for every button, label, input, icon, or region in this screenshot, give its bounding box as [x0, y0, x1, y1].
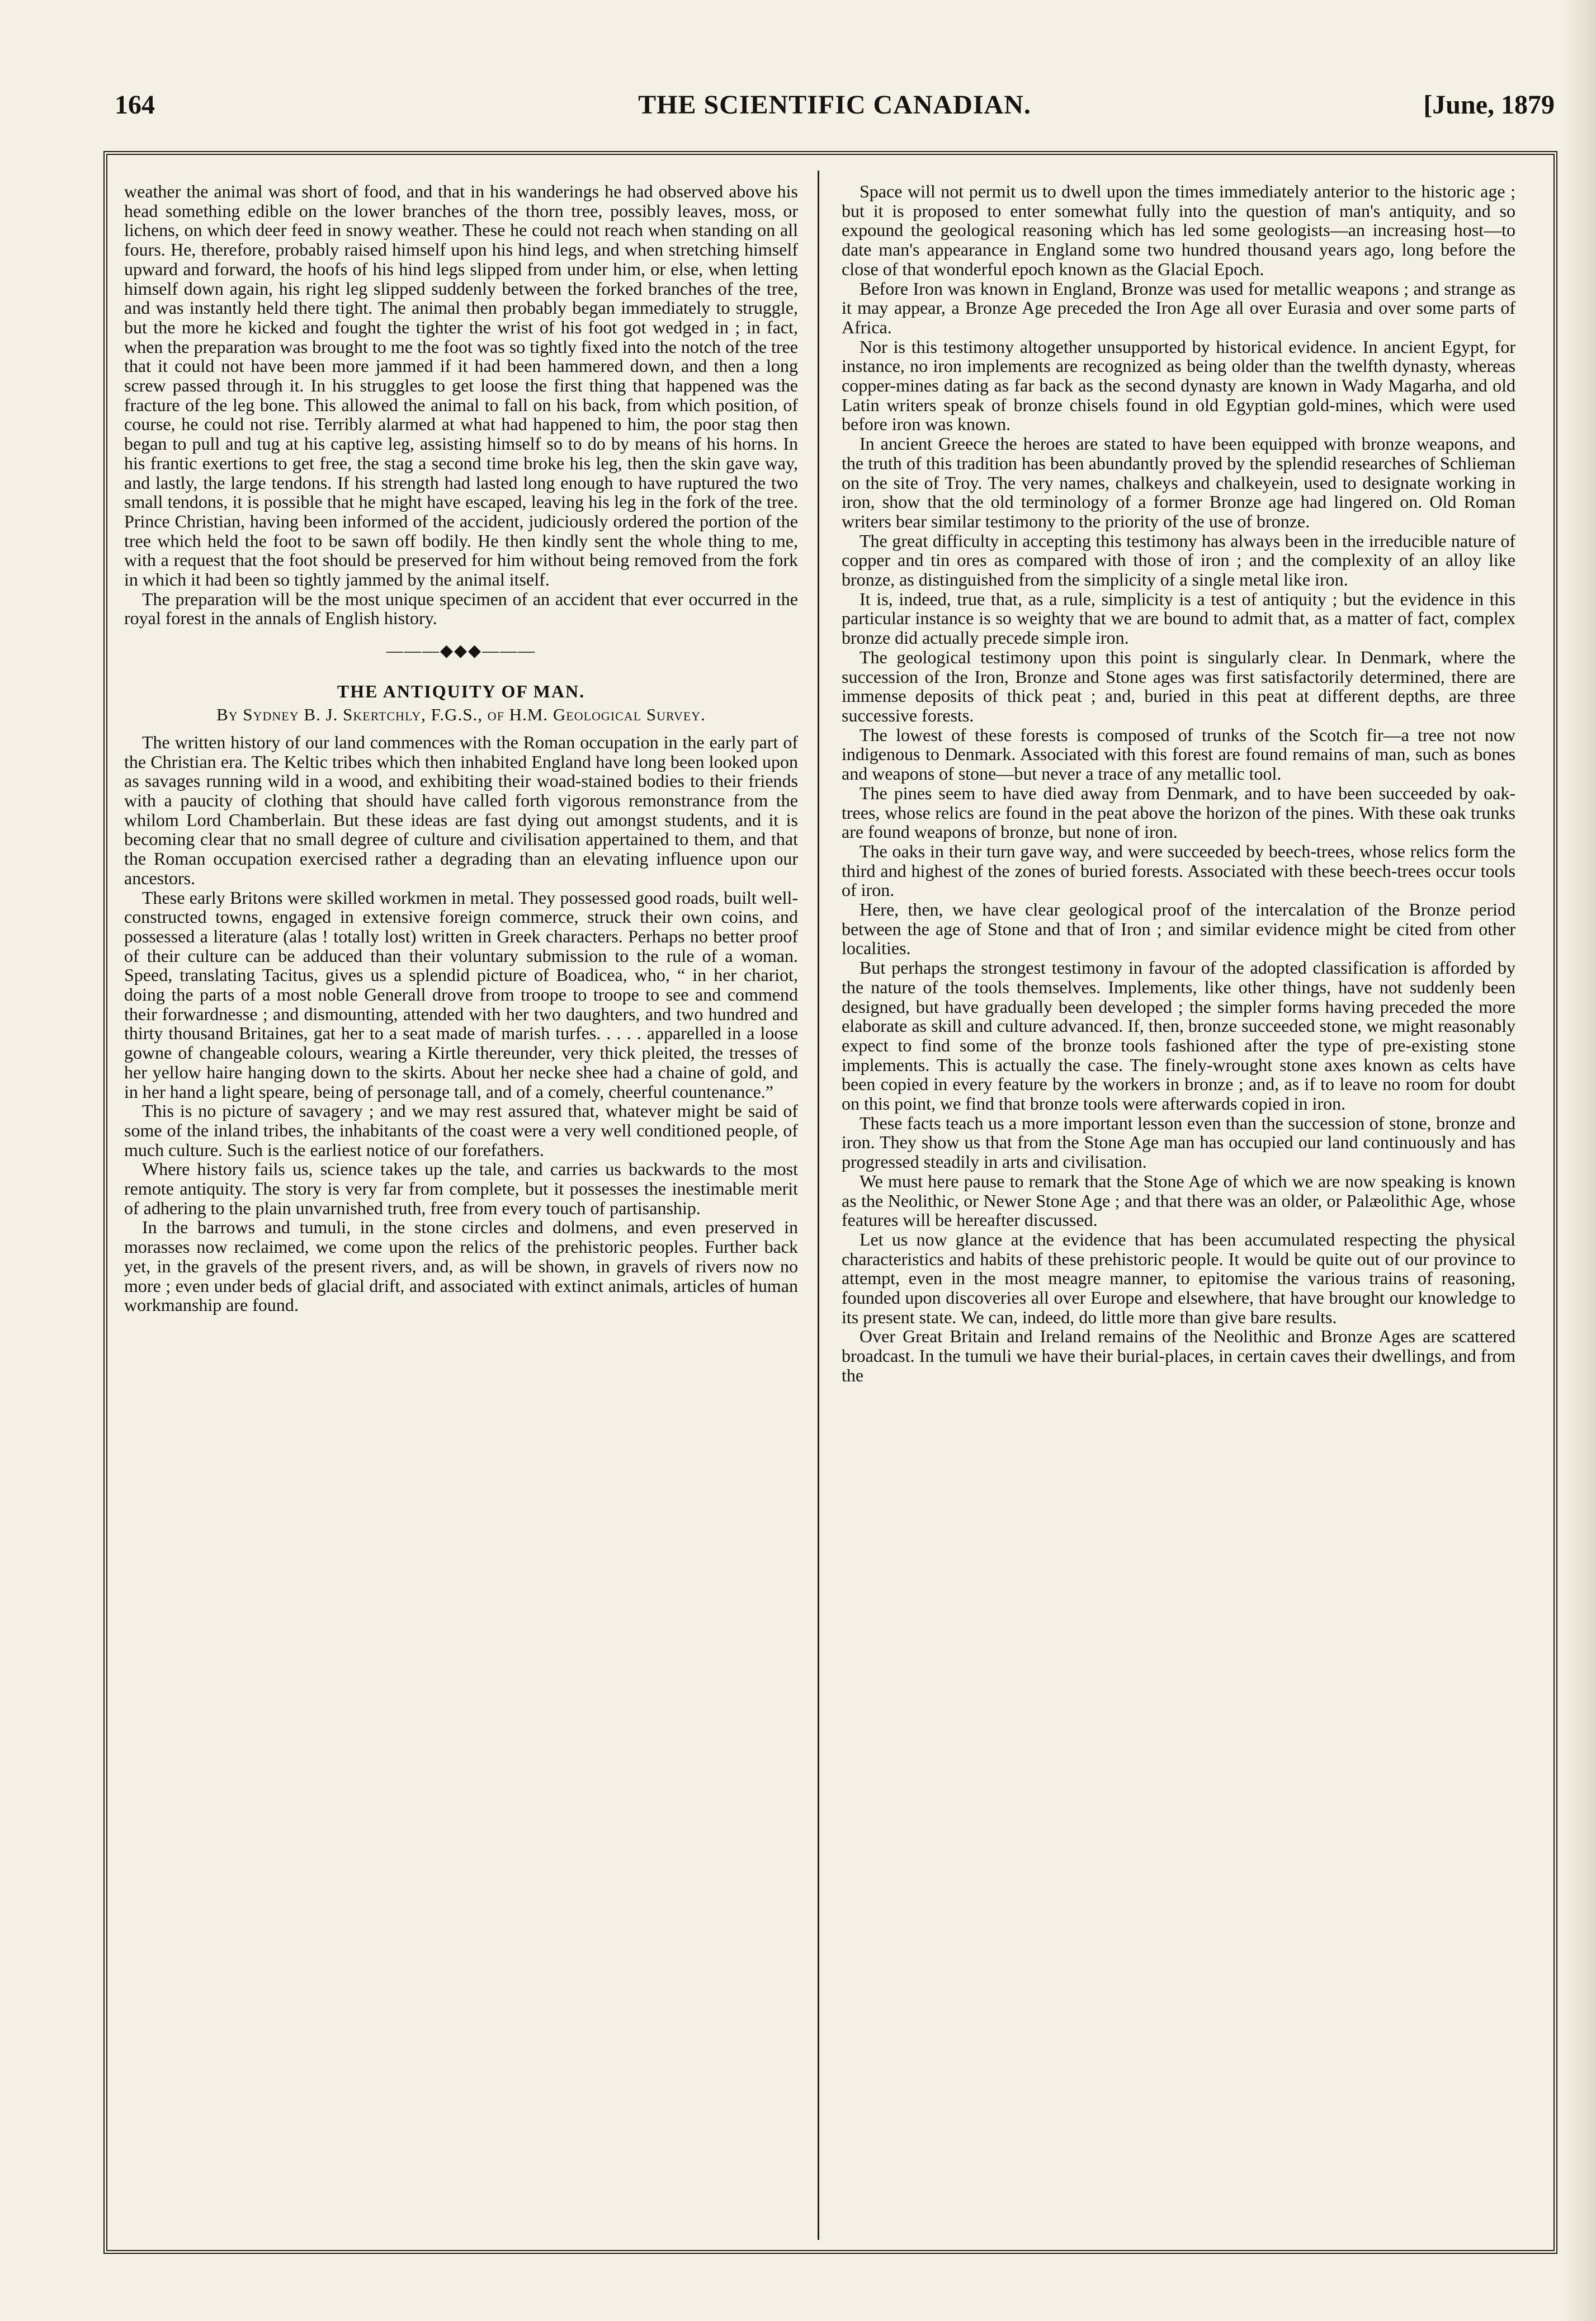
article-title: THE ANTIQUITY OF MAN. — [337, 681, 585, 702]
body-paragraph: weather the animal was short of food, and that in his wanderings he had observed above his head something edible on the lower branches of the thorn tree, possibly leaves, moss, or lichens, on which deer feed in snowy weather. These he could not reach when standing on all fours. He, therefore, probably raised himself upon his hind legs, and when stretching himself upward and forward, the hoofs of his hind legs slipped from under him, or else, when letting himself down again, his right leg slipped suddenly between the forked branches of the tree, and was instantly held there tight. The animal then probably began immediately to struggle, but the more he kicked and fought the tighter the wrist of his foot got wedged in ; in fact, when the preparation was brought to me the foot was so tightly fixed into the notch of the tree that it could not have been more jammed if it had been hammered down, and then a long screw passed through it. In his struggles to get loose the first thing that happened was the fracture of the leg bone. This allowed the animal to fall on his back, from which position, of course, he could not rise. Terribly alarmed at what had happened to him, the poor stag then began to pull and tug at his captive leg, assisting himself so to do by means of his horns. In his frantic exertions to get free, the stag a second time broke his leg, then the skin gave way, and lastly, the large tendons. If his strength had lasted long enough to have ruptured the two small tendons, it is possible that he might have escaped, leaving his leg in the fork of the tree. Prince Christian, having been informed of the accident, judiciously ordered the portion of the tree which held the foot to be sawn off bodily. He then kindly sent the whole thing to me, with a request that the foot should be preserved for him without being removed from the fork in which it had been so tightly jammed by the animal itself. — [124, 182, 798, 590]
section-ornament: ———◆◆◆——— — [386, 641, 536, 661]
journal-title: THE SCIENTIFIC CANADIAN. — [638, 90, 1031, 120]
page-edge-shadow — [1562, 0, 1596, 2321]
body-paragraph: The pines seem to have died away from Denmark, and to have been succeeded by oak-trees, whose relics are found in the peat above the horizon of the pines. With these oak trunks are found weapons of bronze, but none of iron. — [842, 782, 1515, 842]
body-paragraph: Let us now glance at the evidence that has been accumulated respecting the physical characteristics and habits of these prehistoric people. It would be quite out of our province to attempt, even in the most meagre manner, to epitomise the various trains of reasoning, founded upon discoveries all over Europe and elsewhere, that have brought our knowledge to its present state. We can, indeed, do little more than give bare results. — [842, 1229, 1515, 1327]
body-paragraph: It is, indeed, true that, as a rule, simplicity is a test of antiquity ; but the evidence in this particular instance is so weighty that we are bound to admit that, as a matter of fact, complex bronze did actually precede simple iron. — [842, 588, 1515, 648]
body-paragraph: We must here pause to remark that the Stone Age of which we are now speaking is known as the Neolithic, or Newer Stone Age ; and that there was an older, or Palæolithic Age, whose features will be hereafter discussed. — [842, 1171, 1515, 1230]
body-paragraph: But perhaps the strongest testimony in favour of the adopted classification is afforded by the nature of the tools themselves. Implements, like other things, have not suddenly been designed, but have gradually been developed ; the simpler forms having preceded the more elaborate as skill and culture advanced. If, then, bronze succeeded stone, we might reasonably expect to find some of the bronze tools fashioned after the type of pre-existing stone implements. This is actually the case. The finely-wrought stone axes known as celts have been copied in every feature by the workers in bronze ; and, as if to leave no room for doubt on this point, we find that bronze tools were afterwards copied in iron. — [842, 957, 1515, 1114]
left-column — [124, 182, 798, 2229]
body-paragraph: In ancient Greece the heroes are stated to have been equipped with bronze weapons, and the truth of this tradition has been abundantly proved by the splendid researches of Schlieman on the site of Troy. The very names, chalkeys and chalkeyein, used to designate working in iron, show that the old terminology of a former Bronze age had lingered on. Old Roman writers bear similar testimony to the priority of the use of bronze. — [842, 433, 1515, 531]
body-paragraph: The great difficulty in accepting this testimony has always been in the irreducible nature of copper and tin ores as compared with those of iron ; and the complexity of an alloy like bronze, as distinguished from the simplicity of a single metal like iron. — [842, 530, 1515, 590]
body-paragraph: The geological testimony upon this point is singularly clear. In Denmark, where the succession of the Iron, Bronze and Stone ages was first satisfactorily determined, there are immense deposits of thick peat ; and, buried in this peat at different depths, are three successive forests. — [842, 647, 1515, 725]
body-paragraph: Over Great Britain and Ireland remains of the Neolithic and Bronze Ages are scattered broadcast. In the tumuli we have their burial-places, in certain caves their dwellings, and from the — [842, 1326, 1515, 1385]
issue-date: [June, 1879 — [1423, 90, 1555, 120]
body-paragraph: Nor is this testimony altogether unsupported by historical evidence. In ancient Egypt, for instance, no iron implements are recognized as being older than the twelfth dynasty, whereas copper-mines dating as far back as the second dynasty are known in Wady Magarha, and old Latin writers speak of bronze chisels found in old Egyptian gold-mines, which were used before iron was known. — [842, 336, 1515, 435]
page-number: 164 — [115, 90, 155, 120]
right-column — [842, 182, 1515, 2229]
column-divider — [818, 171, 819, 2240]
body-paragraph: These early Britons were skilled workmen in metal. They possessed good roads, built well-constructed towns, engaged in extensive foreign commerce, struck their own coins, and possessed a literature (alas ! totally lost) written in Greek characters. Perhaps no better proof of their culture can be adduced than their voluntary submission to the rule of a woman. Speed, translating Tacitus, gives us a splendid picture of Boadicea, who, “ in her chariot, doing the parts of a most noble Generall drove from troope to troope to see and commend their forwardnesse ; and dismounting, attended with her two daughters, and two hundred and thirty thousand Britaines, gat her to a seat made of marish turfes. . . . . apparelled in a loose gowne of changeable colours, wearing a Kirtle thereunder, very thick pleited, the tresses of her yellow haire hanging down to the skirts. About her necke shee had a chaine of gold, and in her hand a light speare, being of personage tall, and of a comely, cheerful countenance.” — [124, 887, 798, 1102]
body-paragraph: The preparation will be the most unique specimen of an accident that ever occurred in the royal forest in the annals of English history. — [124, 588, 798, 629]
body-paragraph: Before Iron was known in England, Bronze was used for metallic weapons ; and strange as it may appear, a Bronze Age preceded the Iron Age all over Eurasia and over some parts of Africa. — [842, 278, 1515, 337]
body-paragraph: Where history fails us, science takes up the tale, and carries us backwards to the most remote antiquity. The story is very far from complete, but it possesses the inestimable merit of adhering to the plain unvarnished truth, free from every touch of partisanship. — [124, 1159, 798, 1218]
body-paragraph: These facts teach us a more important lesson even than the succession of stone, bronze and iron. They show us that from the Stone Age man has occupied our land continuously and has progressed steadily in arts and civilisation. — [842, 1112, 1515, 1172]
body-paragraph: In the barrows and tumuli, in the stone circles and dolmens, and even preserved in morasses now reclaimed, we come upon the relics of the prehistoric peoples. Further back yet, in the gravels of the present rivers, and, as will be shown, in gravels of rivers now no more ; even under beds of glacial drift, and associated with extinct animals, articles of human workmanship are found. — [124, 1217, 798, 1315]
body-paragraph: Space will not permit us to dwell upon the times immediately anterior to the historic age ; but it is proposed to enter somewhat fully into the question of man's antiquity, and so expound the geological reasoning which has led some geologists—an increasing host—to date man's appearance in England some two hundred thousand years ago, long before the close of that wonderful epoch known as the Glacial Epoch. — [842, 182, 1515, 279]
body-paragraph: This is no picture of savagery ; and we may rest assured that, whatever might be said of some of the inland tribes, the inhabitants of the coast were a very well conditioned people, of much culture. Such is the earliest notice of our forefathers. — [124, 1101, 798, 1160]
body-paragraph: The written history of our land commences with the Roman occupation in the early part of the Christian era. The Keltic tribes which then inhabited England have long been looked upon as savages running wild in a wood, and exhibiting their woad-stained bodies to their friends with a paucity of clothing that should have called forth vigorous remonstrance from the whilom Lord Chamberlain. But these ideas are fast dying out amongst students, and it is becoming clear that no small degree of culture and civilisation appertained to them, and that the Roman occupation exercised rather a degrading than an elevating influence upon our ancestors. — [124, 732, 798, 888]
body-paragraph: Here, then, we have clear geological proof of the intercalation of the Bronze period between the age of Stone and that of Iron ; and similar evidence might be cited from other localities. — [842, 899, 1515, 959]
running-head — [115, 89, 1555, 134]
article-byline: By Sydney B. J. Skertchly, F.G.S., of H.M. Geological Survey. — [216, 704, 706, 724]
body-paragraph: The lowest of these forests is composed of trunks of the Scotch fir—a tree not now indigenous to Denmark. Associated with this forest are found remains of man, such as bones and weapons of stone—but never a trace of any metallic tool. — [842, 724, 1515, 784]
body-paragraph: The oaks in their turn gave way, and were succeeded by beech-trees, whose relics form the third and highest of the zones of buried forests. Associated with these beech-trees occur tools of iron. — [842, 841, 1515, 900]
